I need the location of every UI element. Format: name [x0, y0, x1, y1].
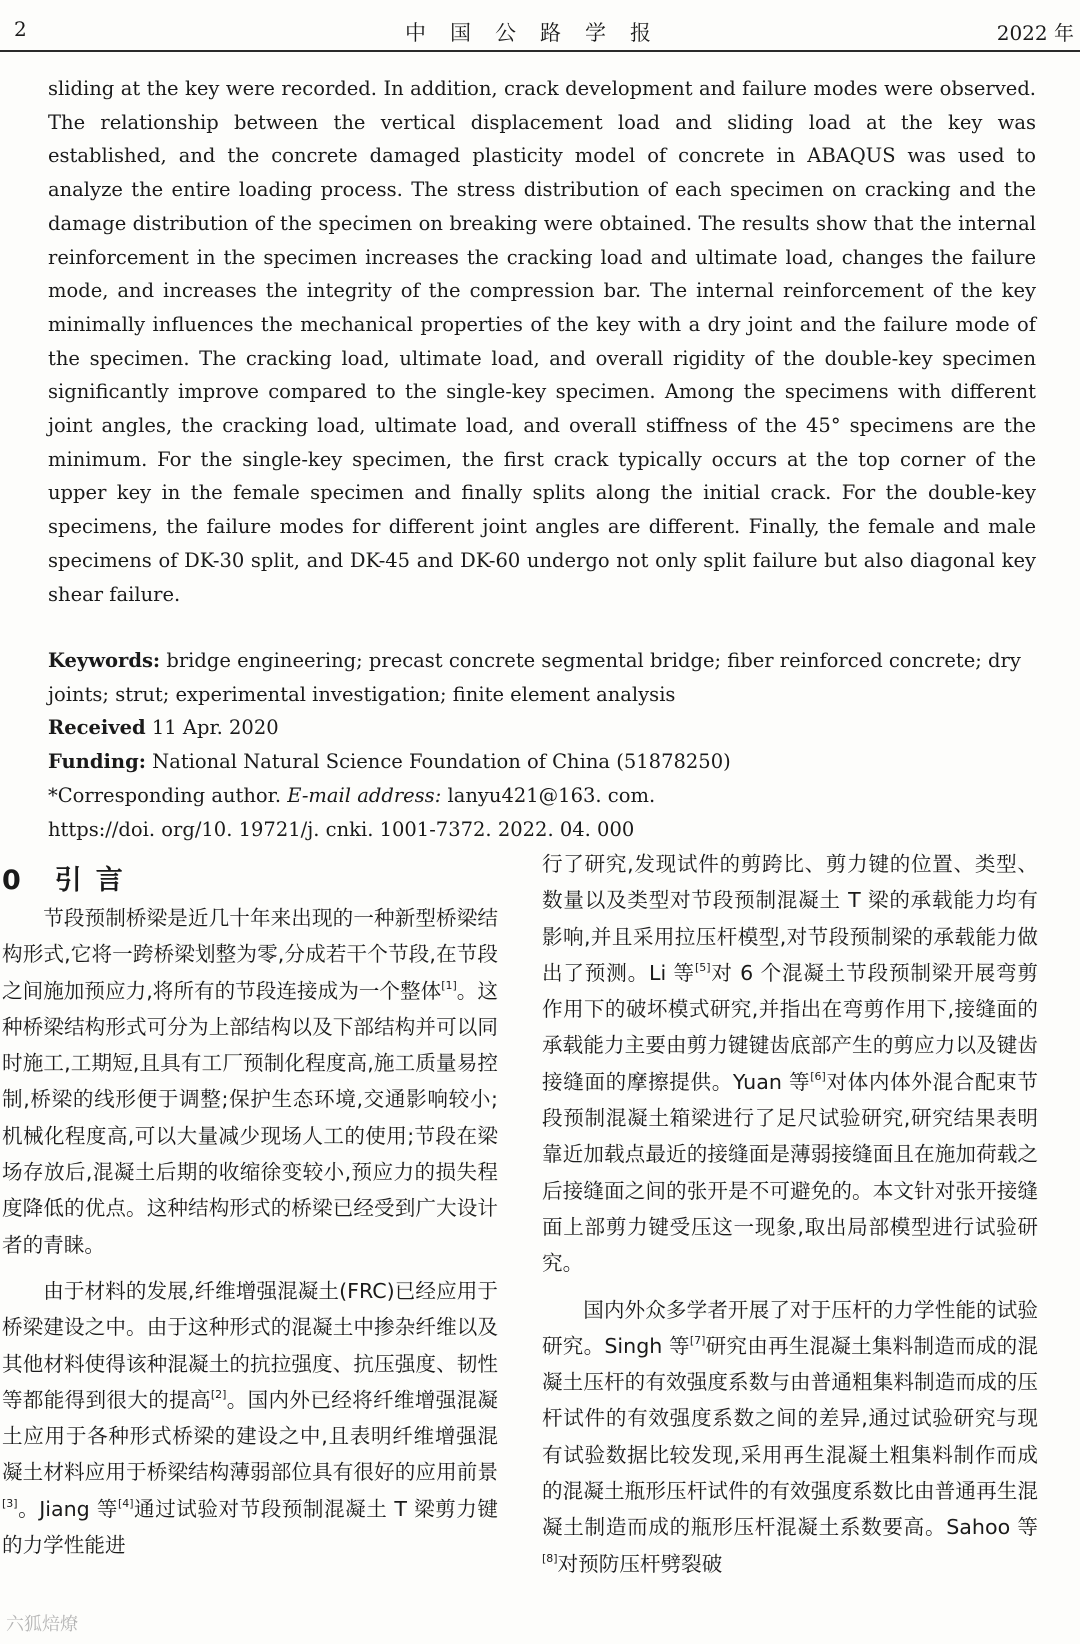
received-text: 11 Apr. 2020 [151, 716, 279, 740]
watermark: 六狐焙燎 [6, 1614, 78, 1635]
corresponding-text: *Corresponding author. [48, 783, 282, 807]
citation[interactable]: [4] [117, 1496, 134, 1510]
keywords-label: Keywords: [48, 649, 161, 672]
page-header [0, 0, 1080, 52]
left-column [2, 900, 498, 1563]
received-label: Received [48, 716, 146, 740]
email-address[interactable]: lanyu421@163. com. [447, 783, 656, 807]
citation[interactable]: [1] [441, 978, 457, 992]
english-abstract [48, 72, 1036, 611]
paragraph: 行了研究,发现试件的剪跨比、剪力键的位置、类型、数量以及类型对节段预制混凝土 T 梁的承载能力均有影响,并且采用拉压杆模型,对节段预制梁的承载能力做出了预测。Li 等[5]对 6 个混凝土节段预制梁开展弯剪作用下的破坏模式研究,并指出在弯剪作用下,接缝面的承载能力主要由剪力键键齿底部产生的剪应力以及键齿接缝面的摩擦提供。Yuan 等[6]对体内体外混合配束节段预制混凝土箱梁进行了足尺试验研究,研究结果表明靠近加载点最近的接缝面是薄弱接缝面且在施加荷载之后接缝面之间的张开是不可避免的。本文针对张开接缝面上部剪力键受压这一现象,取出局部模型进行试验研究。 [542, 852, 1038, 1276]
citation[interactable]: [7] [689, 1333, 706, 1347]
keywords-text: bridge engineering; precast concrete segmental bridge; fiber reinforced concrete; dry joints; strut; experimental investigation; finite element analysis [48, 649, 1021, 706]
article-metadata [48, 644, 1038, 846]
doi-link[interactable]: https://doi. org/10. 19721/j. cnki. 1001-7372. 2022. 04. 000 [48, 817, 635, 841]
paragraph: 由于材料的发展,纤维增强混凝土(FRC)已经应用于桥梁建设之中。由于这种形式的混凝土中掺杂纤维以及其他材料使得该种混凝土的抗拉强度、抗压强度、韧性等都能得到很大的提高[2]。国内外已经将纤维增强混凝土应用于各种形式桥梁的建设之中,且表明纤维增强混凝土材料应用于桥梁结构薄弱部位具有很好的应用前景[3]。Jiang 等[4]通过试验对节段预制混凝土 T 梁剪力键的力学性能进 [2, 1278, 499, 1558]
keywords [48, 644, 1038, 711]
citation[interactable]: [2] [210, 1387, 227, 1401]
paragraph: 节段预制桥梁是近几十年来出现的一种新型桥梁结构形式,它将一跨桥梁划整为零,分成若干个节段,在节段之间施加预应力,将所有的节段连接成为一个整体[1]。这种桥梁结构形式可分为上部结构以及下部结构并可以同时施工,工期短,且具有工厂预制化程度高,施工质量易控制,桥梁的线形便于调整;保护生态环境,交通影响较小;机械化程度高,可以大量减少现场人工的使用;节段在梁场存放后,混凝土后期的收缩徐变较小,预应力的损失程度降低的优点。这种结构形式的桥梁已经受到广大设计者的青睐。 [2, 906, 499, 1257]
section-heading [2, 858, 137, 897]
citation[interactable]: [5] [694, 960, 711, 974]
corresponding-author [48, 779, 1038, 813]
citation[interactable]: [8] [542, 1551, 558, 1565]
abstract-text: sliding at the key were recorded. In addition, crack development and failure modes were observed. The relationship between the vertical displacement load and sliding load at the key was established, and the concrete damaged plasticity model of concrete in ABAQUS was used to analyze the entire loading process. The stress distribution of each specimen on cracking and the damage distribution of the specimen on breaking were obtained. The results show that the internal reinforcement in the specimen increases the cracking load and ultimate load, changes the failure mode, and increases the integrity of the compression bar. The internal reinforcement of the key minimally influences the mechanical properties of the key with a dry joint and the failure mode of the specimen. The cracking load, ultimate load, and overall rigidity of the double-key specimen significantly improve compared to the single-key specimen. Among the specimens with different joint angles, the cracking load, ultimate load, and overall stiffness of the 45° specimens are the minimum. For the single-key specimen, the first crack typically occurs at the top corner of the upper key in the female specimen and finally splits along the initial crack. For the double-key specimens, the failure modes for different joint angles are different. Finally, the female and male specimens of DK-30 split, and DK-45 and DK-60 undergo not only split failure but also diagonal key shear failure. [48, 77, 1036, 606]
section-number: 0 [2, 865, 35, 896]
paragraph: 国内外众多学者开展了对于压杆的力学性能的试验研究。Singh 等[7]研究由再生混凝土集料制造而成的混凝土压杆的有效强度系数与由普通粗集料制造而成的压杆试件的有效强度系数之间的差异,通过试验研究与现有试验数据比较发现,采用再生混凝土粗集料制作而成的混凝土瓶形压杆试件的有效强度系数比由普通再生混凝土制造而成的瓶形压杆混凝土系数要高。Sahoo 等[8]对预防压杆劈裂破 [542, 1297, 1038, 1576]
right-column [542, 846, 1038, 1582]
received-date [48, 711, 1038, 745]
email-label: E-mail address: [287, 783, 442, 807]
page-number: 2 [14, 17, 27, 41]
citation[interactable]: [6] [810, 1069, 826, 1083]
journal-title: 中国公路学报 [405, 21, 675, 45]
funding [48, 745, 1038, 779]
funding-text: National Natural Science Foundation of China (51878250) [152, 750, 731, 774]
funding-label: Funding: [48, 750, 146, 774]
section-title: 引言 [54, 865, 137, 896]
citation[interactable]: [3] [2, 1496, 18, 1510]
issue-year: 2022 年 [996, 21, 1074, 45]
